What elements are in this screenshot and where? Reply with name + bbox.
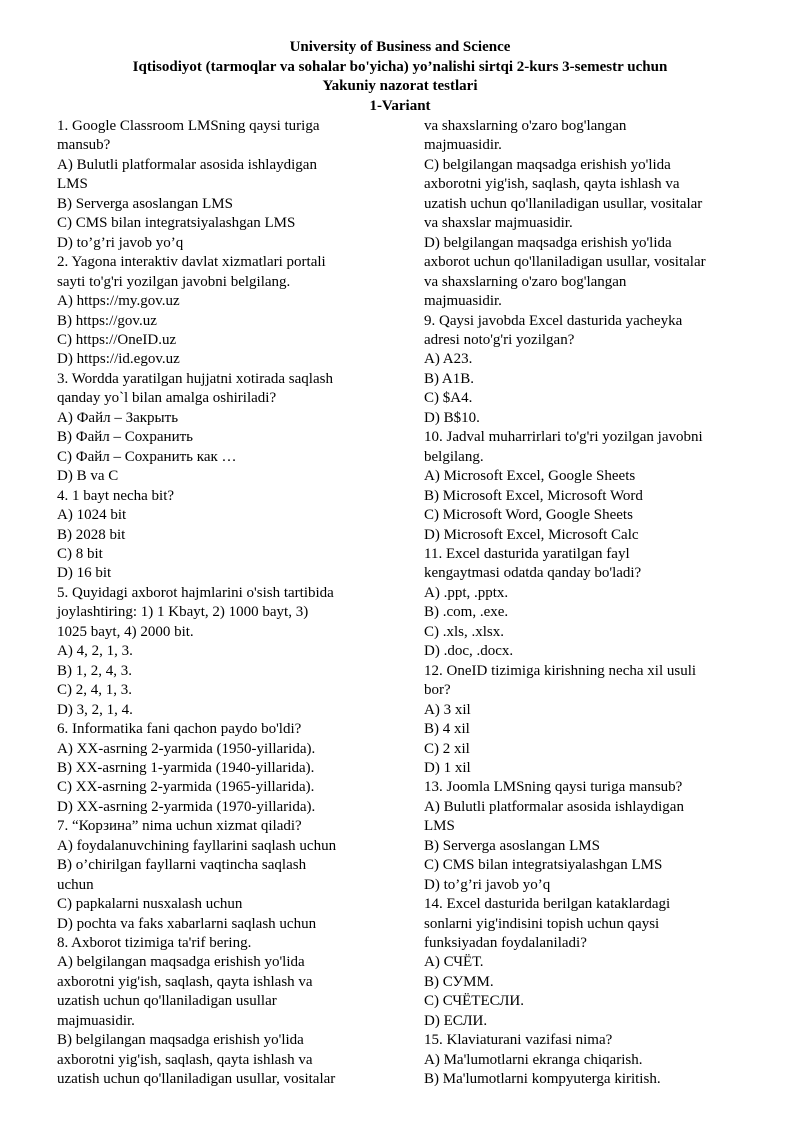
text-line: uchun [57, 876, 94, 893]
program-title: Iqtisodiyot (tarmoqlar va sohalar bo'yicha) yo’nalishi sirtqi 2-kurs 3-semestr uchun [132, 58, 668, 75]
text-line: B) 2028 bit [57, 526, 126, 543]
text-line: B) Файл – Сохранить [57, 429, 194, 446]
text-line: uzatish uchun qo'llaniladigan usullar, vositalar [57, 1071, 336, 1088]
text-line: A) https://my.gov.uz [57, 293, 180, 310]
text-line: 13. Joomla LMSning qaysi turiga mansub? [424, 779, 683, 796]
text-line: A) Microsoft Excel, Google Sheets [424, 468, 636, 485]
text-line: LMS [57, 176, 88, 193]
text-line: majmuasidir. [424, 137, 502, 154]
text-line: C) 8 bit [57, 545, 103, 562]
text-line: C) 2 xil [424, 740, 470, 757]
text-line: D) B$10. [424, 409, 480, 426]
text-line: axborotni yig'ish, saqlash, qayta ishlash va [57, 1051, 313, 1068]
text-line: A) СЧЁТ. [424, 954, 484, 971]
text-line: A) Ma'lumotlarni ekranga chiqarish. [424, 1051, 643, 1068]
text-line: 10. Jadval muharrirlari to'g'ri yozilgan javobni [424, 429, 703, 446]
text-line: D) B va C [57, 468, 119, 485]
text-line: 1025 bayt, 4) 2000 bit. [57, 623, 194, 640]
text-line: 3. Wordda yaratilgan hujjatni xotirada saqlash [57, 370, 333, 387]
text-line: C) 2, 4, 1, 3. [57, 682, 132, 699]
text-line: B) 4 xil [424, 721, 470, 738]
text-line: B) 1, 2, 4, 3. [57, 662, 132, 679]
text-line: 6. Informatika fani qachon paydo bo'ldi? [57, 721, 302, 738]
text-line: A) Bulutli platformalar asosida ishlaydigan [57, 156, 317, 173]
text-line: A) foydalanuvchining fayllarini saqlash uchun [57, 837, 337, 854]
text-line: C) Microsoft Word, Google Sheets [424, 507, 633, 524]
text-line: D) .doc, .docx. [424, 643, 514, 660]
text-line: LMS [424, 818, 455, 835]
text-line: 11. Excel dasturida yaratilgan fayl [424, 545, 630, 562]
right-column [424, 117, 749, 1090]
text-line: B) XX-asrning 1-yarmida (1940-yillarida). [57, 759, 315, 776]
text-line: va shaxslar majmuasidir. [424, 215, 573, 232]
text-line: axborotni yig'ish, saqlash, qayta ishlash va [57, 973, 313, 990]
text-line: C) belgilangan maqsadga erishish yo'lida [424, 156, 671, 173]
text-line: A) 1024 bit [57, 507, 127, 524]
text-line: uzatish uchun qo'llaniladigan usullar [57, 993, 277, 1010]
text-line: 7. “Корзина” nima uchun xizmat qiladi? [57, 818, 302, 835]
text-line: mansub? [57, 137, 111, 154]
test-title: Yakuniy nazorat testlari [322, 78, 478, 94]
text-line: D) pochta va faks xabarlarni saqlash uchun [57, 915, 317, 932]
text-line: 15. Klaviaturani vazifasi nima? [424, 1032, 613, 1049]
text-line: va shaxslarning o'zaro bog'langan [424, 118, 627, 134]
text-line: A) belgilangan maqsadga erishish yo'lida [57, 954, 305, 971]
text-line: belgilang. [424, 448, 484, 465]
document-header [0, 38, 800, 116]
text-line: C) papkalarni nusxalash uchun [57, 896, 243, 913]
text-line: C) XX-asrning 2-yarmida (1965-yillarida). [57, 779, 315, 796]
text-line: D) XX-asrning 2-yarmida (1970-yillarida). [57, 798, 316, 815]
text-line: axborot uchun qo'llaniladigan usullar, vositalar [424, 254, 706, 271]
text-line: A) .ppt, .pptx. [424, 584, 509, 601]
text-line: majmuasidir. [57, 1012, 135, 1029]
text-line: 1. Google Classroom LMSning qaysi turiga [57, 118, 320, 134]
text-line: A) XX-asrning 2-yarmida (1950-yillarida). [57, 740, 316, 757]
text-line: 9. Qaysi javobda Excel dasturida yacheyka [424, 312, 683, 329]
text-line: B) https://gov.uz [57, 312, 157, 329]
text-line: C) CMS bilan integratsiyalashgan LMS [424, 857, 663, 874]
text-line: 4. 1 bayt necha bit? [57, 487, 175, 504]
text-line: A) 3 xil [424, 701, 471, 718]
text-line: joylashtiring: 1) 1 Kbayt, 2) 1000 bayt, 3) [57, 604, 309, 621]
text-line: B) belgilangan maqsadga erishish yo'lida [57, 1032, 304, 1049]
text-line: 8. Axborot tizimiga ta'rif bering. [57, 935, 252, 952]
text-line: D) 16 bit [57, 565, 112, 582]
text-line: 2. Yagona interaktiv davlat xizmatlari portali [57, 254, 326, 271]
text-line: va shaxslarning o'zaro bog'langan [424, 273, 627, 290]
text-line: C) CMS bilan integratsiyalashgan LMS [57, 215, 296, 232]
text-line: C) https://OneID.uz [57, 331, 177, 348]
text-line: funksiyadan foydalaniladi? [424, 935, 587, 952]
text-line: B) Serverga asoslangan LMS [57, 195, 233, 212]
text-line: A) Файл – Закрыть [57, 409, 179, 426]
text-line: B) A1B. [424, 370, 475, 387]
text-line: C) Файл – Сохранить как … [57, 448, 237, 465]
text-line: C) $A4. [424, 390, 473, 407]
text-line: D) to’g’ri javob yo’q [57, 234, 184, 251]
text-line: adresi noto'g'ri yozilgan? [424, 331, 575, 348]
university-title: University of Business and Science [289, 39, 511, 55]
text-line: A) Bulutli platformalar asosida ishlaydigan [424, 798, 684, 815]
text-line: B) Serverga asoslangan LMS [424, 837, 600, 854]
text-line: B) .com, .exe. [424, 604, 509, 621]
text-line: D) to’g’ri javob yo’q [424, 876, 551, 893]
text-line: D) 3, 2, 1, 4. [57, 701, 133, 718]
left-column [57, 117, 377, 1090]
text-line: kengaytmasi odatda qanday bo'ladi? [424, 565, 642, 582]
text-line: qanday yo`l bilan amalga oshiriladi? [57, 390, 277, 407]
text-line: A) A23. [424, 351, 473, 368]
text-line: B) Ma'lumotlarni kompyuterga kiritish. [424, 1071, 661, 1088]
text-line: D) 1 xil [424, 759, 471, 776]
text-line: D) Microsoft Excel, Microsoft Calc [424, 526, 639, 543]
text-line: bor? [424, 682, 451, 699]
text-line: B) Microsoft Excel, Microsoft Word [424, 487, 643, 504]
text-line: majmuasidir. [424, 293, 502, 310]
text-line: D) belgilangan maqsadga erishish yo'lida [424, 234, 672, 251]
text-line: D) https://id.egov.uz [57, 351, 180, 368]
text-line: sayti to'g'ri yozilgan javobni belgilang. [57, 273, 291, 290]
text-line: C) СЧЁТЕСЛИ. [424, 993, 525, 1010]
text-line: 12. OneID tizimiga kirishning necha xil usuli [424, 662, 697, 679]
text-line: C) .xls, .xlsx. [424, 623, 505, 640]
text-line: D) ЕСЛИ. [424, 1012, 488, 1029]
variant-title: 1-Variant [369, 97, 431, 114]
text-line: A) 4, 2, 1, 3. [57, 643, 133, 660]
text-line: B) o’chirilgan fayllarni vaqtincha saqlash [57, 857, 307, 874]
text-line: B) СУММ. [424, 973, 494, 990]
text-line: axborotni yig'ish, saqlash, qayta ishlash va [424, 176, 680, 193]
text-line: 14. Excel dasturida berilgan kataklardagi [424, 896, 671, 913]
text-line: 5. Quyidagi axborot hajmlarini o'sish tartibida [57, 584, 334, 601]
text-line: sonlarni yig'indisini topish uchun qaysi [424, 915, 660, 932]
text-line: uzatish uchun qo'llaniladigan usullar, vositalar [424, 195, 703, 212]
